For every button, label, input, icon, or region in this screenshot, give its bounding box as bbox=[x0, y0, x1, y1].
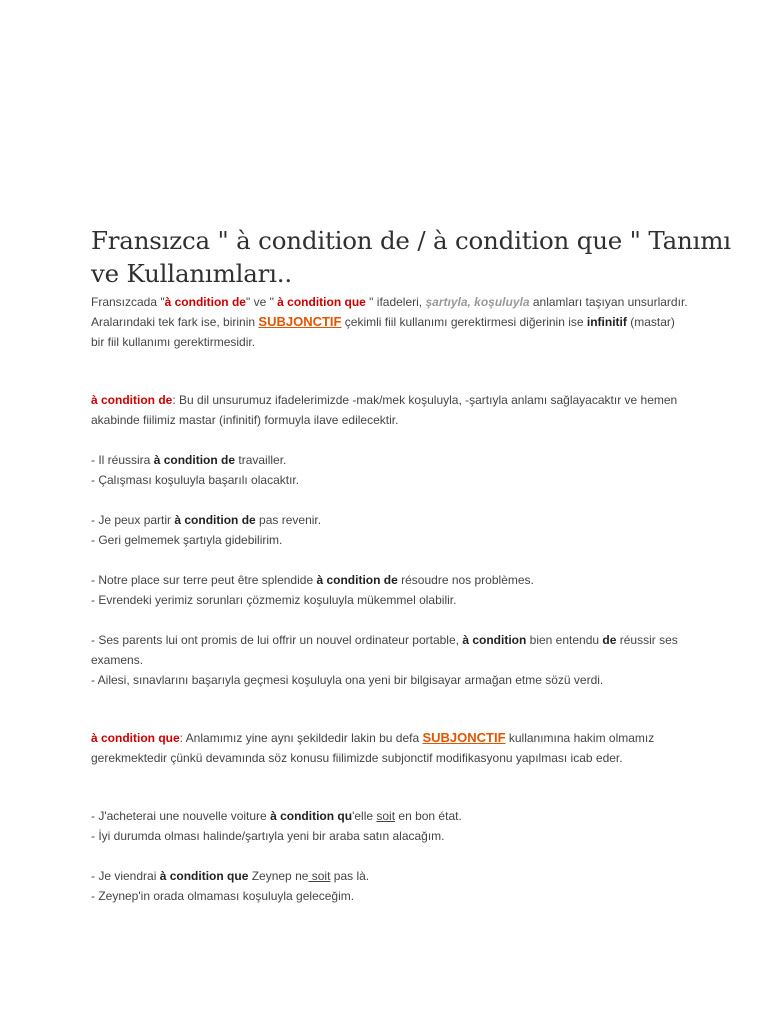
document-body bbox=[91, 292, 691, 906]
example-text: réussir ses examens. bbox=[91, 633, 678, 667]
example-text: - J'acheterai une nouvelle voiture bbox=[91, 809, 271, 823]
section-a-condition-que bbox=[91, 728, 691, 768]
example-french bbox=[91, 510, 691, 530]
example-text: - Il réussira bbox=[91, 453, 154, 467]
infinitif-label: infinitif bbox=[586, 315, 627, 329]
example-text: pas là. bbox=[330, 869, 370, 883]
section-text: : Bu dil unsurumuz ifadelerimizde -mak/mek koşuluyla, -şartıyla anlamı sağlayacaktır ve hemen akabinde fiilimiz mastar (infinitif) formuyla ilave edilecektir. bbox=[91, 393, 678, 427]
section-heading: à condition que bbox=[91, 731, 180, 745]
term-a-condition-de: à condition de bbox=[164, 295, 246, 309]
example-text: résoudre nos problèmes. bbox=[397, 573, 534, 587]
intro-text: " ifadeleri, bbox=[365, 295, 426, 309]
example-text: pas revenir. bbox=[255, 513, 322, 527]
example-french bbox=[91, 866, 691, 886]
intro-paragraph bbox=[91, 292, 691, 352]
intro-text: (mastar) bir fiil kullanımı gerektirmesidir. bbox=[91, 315, 675, 349]
example-term: de bbox=[602, 633, 617, 647]
term-a-condition-que: à condition que bbox=[277, 295, 366, 309]
example-term: à condition de bbox=[174, 513, 256, 527]
example-term: à condition qu bbox=[270, 809, 353, 823]
example-text: - Je viendrai bbox=[91, 869, 160, 883]
example-term: à condition bbox=[462, 633, 527, 647]
section-text: kullanımına hakim olmamız gerekmektedir çünkü devamında söz konusu fiilimizde subjonctif modifikasyonu yapılması icab eder. bbox=[91, 731, 655, 765]
example-term: à condition que bbox=[159, 869, 249, 883]
underlined-verb: soit bbox=[376, 809, 396, 823]
example-french bbox=[91, 570, 691, 590]
subjonctif-label: SUBJONCTIF bbox=[422, 730, 506, 745]
example-turkish: - Zeynep'in orada olmaması koşuluyla geleceğim. bbox=[91, 889, 355, 903]
example-term: à condition de bbox=[316, 573, 398, 587]
intro-text: çekimli fiil kullanımı gerektirmesi diğerinin ise bbox=[341, 315, 587, 329]
intro-text: anlamları taşıyan unsurlardır. Aralarındaki tek fark ise, birinin bbox=[91, 295, 688, 329]
example-text: - Je peux partir bbox=[91, 513, 175, 527]
example-turkish: - Evrendeki yerimiz sorunları çözmemiz koşuluyla mükemmel olabilir. bbox=[91, 593, 457, 607]
example-text: Zeynep ne bbox=[248, 869, 309, 883]
section-heading: à condition de bbox=[91, 393, 173, 407]
example-turkish: - Çalışması koşuluyla başarılı olacaktır. bbox=[91, 473, 300, 487]
page-title: Fransızca " à condition de / à condition que " Tanımı ve Kullanımları.. bbox=[91, 226, 731, 288]
intro-text: " ve " bbox=[245, 295, 278, 309]
example-turkish: - İyi durumda olması halinde/şartıyla yeni bir araba satın alacağım. bbox=[91, 829, 445, 843]
example-turkish: - Ailesi, sınavlarını başarıyla geçmesi koşuluyla ona yeni bir bilgisayar armağan etme sözü verdi. bbox=[91, 673, 604, 687]
example-text: 'elle bbox=[352, 809, 377, 823]
example-turkish: - Geri gelmemek şartıyla gidebilirim. bbox=[91, 533, 283, 547]
subjonctif-label: SUBJONCTIF bbox=[258, 314, 342, 329]
example-text: travailler. bbox=[235, 453, 287, 467]
example-french bbox=[91, 450, 691, 470]
example-text: en bon état. bbox=[395, 809, 462, 823]
underlined-verb: soit bbox=[308, 869, 331, 883]
example-text: - Ses parents lui ont promis de lui offrir un nouvel ordinateur portable, bbox=[91, 633, 463, 647]
meaning-kosuluyla: koşuluyla bbox=[474, 295, 530, 309]
section-a-condition-de bbox=[91, 390, 691, 430]
meaning-sartiyla: şartıyla bbox=[425, 295, 468, 309]
example-text: bien entendu bbox=[526, 633, 603, 647]
intro-text: , bbox=[467, 295, 475, 309]
example-french bbox=[91, 806, 691, 826]
intro-text: Fransızcada " bbox=[91, 295, 165, 309]
section-text: : Anlamımız yine aynı şekildedir lakin bu defa bbox=[179, 731, 423, 745]
example-term: à condition de bbox=[153, 453, 236, 467]
example-french bbox=[91, 630, 691, 670]
example-text: - Notre place sur terre peut être splendide bbox=[91, 573, 317, 587]
